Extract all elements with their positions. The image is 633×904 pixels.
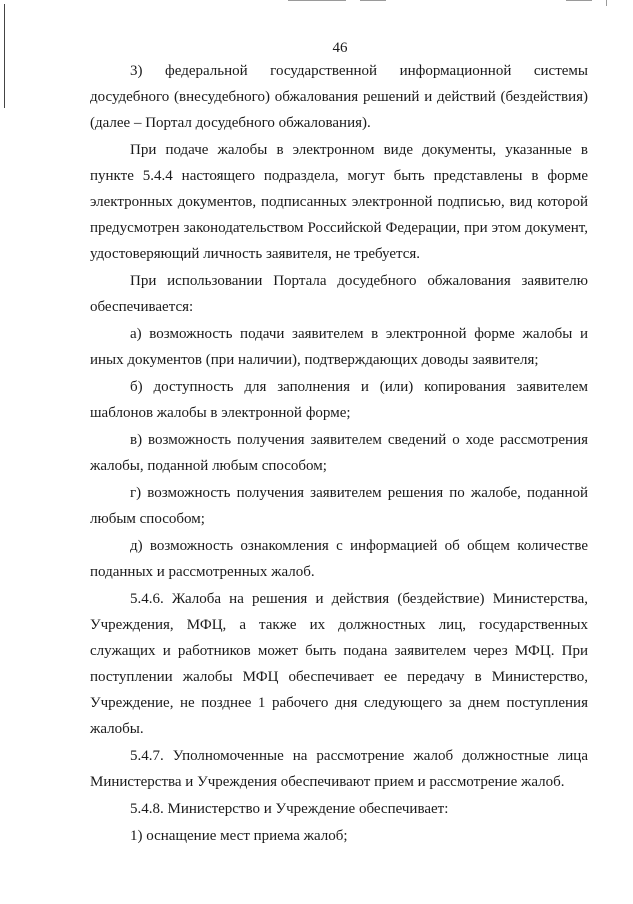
paragraph-portal-provides: При использовании Портала досудебного обжалования заявителю обеспечивается: <box>90 273 588 315</box>
scan-mark <box>606 0 607 6</box>
paragraph-5-4-8: 5.4.8. Министерство и Учреждение обеспечивает: <box>130 801 449 817</box>
paragraph-portal-item-3: 3) федеральной государственной информационной системы досудебного (внесудебного) обжалования решений и действий (бездействия) (далее – Портал досудебного обжалования). <box>90 63 588 131</box>
list-item-a: а) возможность подачи заявителем в электронной форме жалобы и иных документов (при наличии), подтверждающих доводы заявителя; <box>90 326 588 368</box>
list-item-b: б) доступность для заполнения и (или) копирования заявителем шаблонов жалобы в электронной форме; <box>90 379 588 421</box>
scan-mark <box>288 0 346 1</box>
list-item-g: г) возможность получения заявителем решения по жалобе, поданной любым способом; <box>90 485 588 527</box>
page-number: 46 <box>332 40 348 56</box>
scan-mark <box>566 0 592 1</box>
paragraph-5-4-7: 5.4.7. Уполномоченные на рассмотрение жалоб должностные лица Министерства и Учреждения обеспечивают прием и рассмотрение жалоб. <box>90 748 588 790</box>
document-body <box>90 58 588 849</box>
paragraph-electronic-submission: При подаче жалобы в электронном виде документы, указанные в пункте 5.4.4 настоящего подраздела, могут быть представлены в форме электронных документов, подписанных электронной подписью, вид которой предусмотрен законодательством Российской Федерации, при этом документ, удостоверяющий личность заявителя, не требуется. <box>90 142 588 262</box>
list-item-1: 1) оснащение мест приема жалоб; <box>130 828 348 844</box>
scan-mark <box>360 0 386 1</box>
paragraph-5-4-6: 5.4.6. Жалоба на решения и действия (бездействие) Министерства, Учреждения, МФЦ, а также их должностных лиц, государственных служащих и работников может быть подана заявителем через МФЦ. При поступлении жалобы МФЦ обеспечивает ее передачу в Министерство, Учреждение, не позднее 1 рабочего дня следующего за днем поступления жалобы. <box>90 591 588 737</box>
list-item-v: в) возможность получения заявителем сведений о ходе рассмотрения жалобы, поданной любым способом; <box>90 432 588 474</box>
list-item-d: д) возможность ознакомления с информацией об общем количестве поданных и рассмотренных жалоб. <box>90 538 588 580</box>
